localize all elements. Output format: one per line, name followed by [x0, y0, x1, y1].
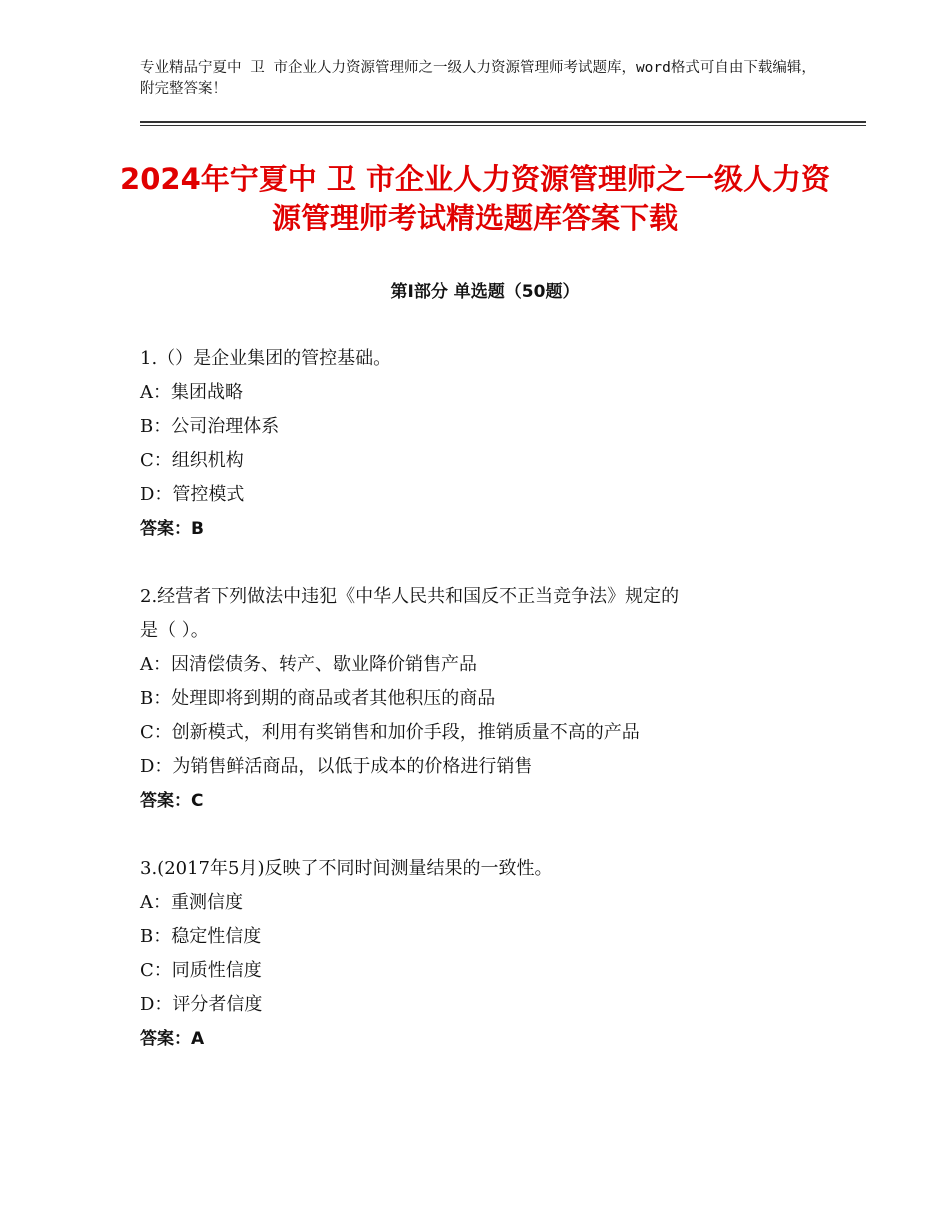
header-note: 专业精品宁夏中 卫 市企业人力资源管理师之一级人力资源管理师考试题库，word格式可自由下载编辑，附完整答案！ [140, 60, 816, 97]
question-list [140, 342, 830, 1090]
option-c: C：创新模式，利用有奖销售和加价手段，推销质量不高的产品 [140, 722, 640, 743]
option-a: A：集团战略 [140, 382, 243, 403]
section-heading: 第Ⅰ部分 单选题（50题） [390, 282, 580, 302]
question-3 [140, 852, 830, 1056]
question-stem-continued: 是（ ）。 [140, 620, 209, 641]
option-b: B：公司治理体系 [140, 416, 280, 437]
option-d: D：评分者信度 [140, 994, 263, 1015]
option-b: B：稳定性信度 [140, 926, 262, 947]
option-c: C：同质性信度 [140, 960, 262, 981]
option-c: C：组织机构 [140, 450, 244, 471]
option-a: A：因清偿债务、转产、歇业降价销售产品 [140, 654, 477, 675]
option-b: B：处理即将到期的商品或者其他积压的商品 [140, 688, 496, 709]
question-stem: 1.（）是企业集团的管控基础。 [140, 348, 392, 369]
question-2 [140, 580, 830, 818]
answer-line: 答案：C [140, 791, 204, 811]
header-divider-thin [140, 125, 866, 126]
question-stem: 3.(2017年5月)反映了不同时间测量结果的一致性。 [140, 858, 553, 879]
document-title: 2024年宁夏中 卫 市企业人力资源管理师之一级人力资源管理师考试精选题库答案下载 [120, 162, 830, 235]
answer-line: 答案：B [140, 519, 204, 539]
answer-line: 答案：A [140, 1029, 205, 1049]
option-d: D：管控模式 [140, 484, 245, 505]
question-1 [140, 342, 830, 546]
option-a: A：重测信度 [140, 892, 243, 913]
header-divider-thick [140, 121, 866, 123]
option-d: D：为销售鲜活商品，以低于成本的价格进行销售 [140, 756, 533, 777]
question-stem: 2.经营者下列做法中违犯《中华人民共和国反不正当竞争法》规定的 [140, 586, 680, 607]
